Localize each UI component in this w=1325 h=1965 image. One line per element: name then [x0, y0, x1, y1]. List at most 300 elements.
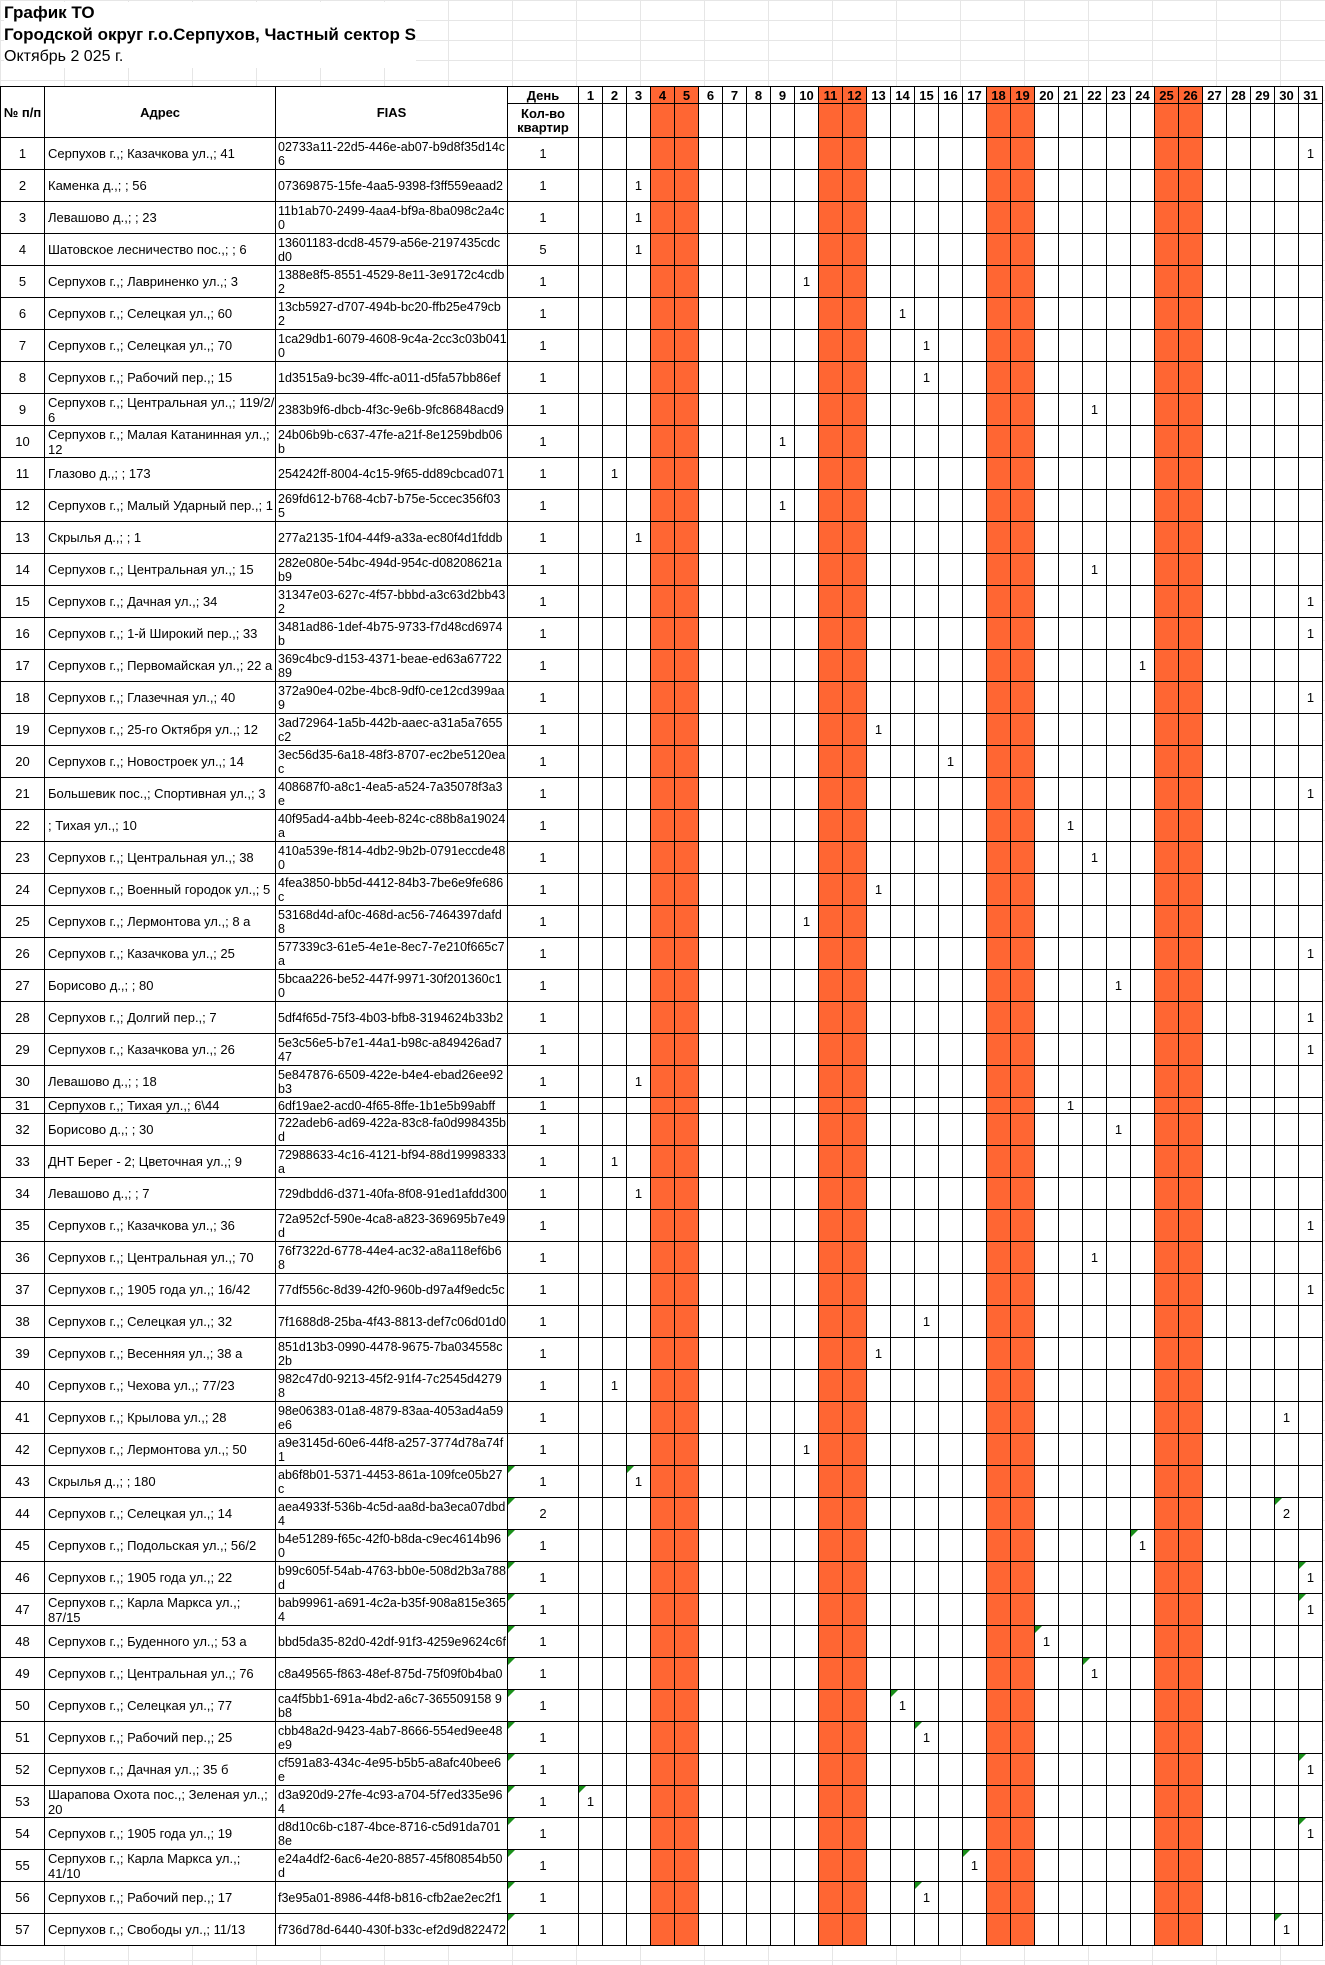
day-cell[interactable]	[1035, 330, 1059, 362]
day-cell[interactable]	[915, 234, 939, 266]
day-cell[interactable]	[867, 266, 891, 298]
day-cell[interactable]	[939, 554, 963, 586]
row-number-cell[interactable]: 47	[1, 1594, 45, 1626]
day-header-19[interactable]: 19	[1011, 87, 1035, 104]
day-cell[interactable]	[1179, 650, 1203, 682]
row-number-cell[interactable]: 16	[1, 618, 45, 650]
day-cell[interactable]	[1155, 1914, 1179, 1946]
day-cell[interactable]	[747, 394, 771, 426]
day-cell[interactable]	[1179, 1034, 1203, 1066]
day-cell[interactable]	[867, 906, 891, 938]
day-cell[interactable]	[939, 362, 963, 394]
day-cell[interactable]	[1131, 970, 1155, 1002]
day-cell[interactable]	[963, 1210, 987, 1242]
day-cell[interactable]	[843, 1098, 867, 1114]
day-cell[interactable]	[1299, 1338, 1323, 1370]
day-cell[interactable]	[699, 1210, 723, 1242]
day-cell[interactable]	[1155, 1530, 1179, 1562]
day-cell[interactable]	[675, 1002, 699, 1034]
fias-cell[interactable]: 282e080e-54bc-494d-954c-d08208621ab9	[276, 554, 508, 586]
day-cell[interactable]	[891, 1098, 915, 1114]
day-cell[interactable]	[699, 1098, 723, 1114]
day-cell[interactable]	[1155, 1034, 1179, 1066]
day-cell[interactable]	[1059, 1562, 1083, 1594]
address-cell[interactable]: Серпухов г.,; Лавриненко ул.,; 3	[45, 266, 276, 298]
day-cell[interactable]	[915, 1098, 939, 1114]
apartment-count-cell[interactable]: 1	[508, 1594, 579, 1626]
apartment-count-cell[interactable]: 1	[508, 586, 579, 618]
day-cell[interactable]	[1059, 522, 1083, 554]
day-cell[interactable]	[771, 874, 795, 906]
day-header-18[interactable]: 18	[987, 87, 1011, 104]
day-cell[interactable]	[1107, 1594, 1131, 1626]
day-cell[interactable]	[843, 1114, 867, 1146]
fias-cell[interactable]: 369c4bc9-d153-4371-beae-ed63a6772289	[276, 650, 508, 682]
day-cell[interactable]	[1299, 1370, 1323, 1402]
day-cell[interactable]	[963, 1306, 987, 1338]
scheduled-day-cell[interactable]: 1	[915, 1722, 939, 1754]
day-cell[interactable]	[1299, 394, 1323, 426]
day-cell[interactable]	[627, 1626, 651, 1658]
address-cell[interactable]: Серпухов г.,; Рабочий пер.,; 15	[45, 362, 276, 394]
day-cell[interactable]	[1275, 1210, 1299, 1242]
fias-cell[interactable]: 5bcaa226-be52-447f-9971-30f201360c10	[276, 970, 508, 1002]
day-cell[interactable]	[747, 1594, 771, 1626]
day-cell[interactable]	[1131, 202, 1155, 234]
day-cell[interactable]	[915, 202, 939, 234]
day-cell[interactable]	[1203, 938, 1227, 970]
apartment-count-cell[interactable]: 1	[508, 138, 579, 170]
day-cell[interactable]	[1203, 1498, 1227, 1530]
day-cell[interactable]	[795, 234, 819, 266]
scheduled-day-cell[interactable]: 1	[1083, 1242, 1107, 1274]
day-cell[interactable]	[651, 1146, 675, 1178]
day-cell[interactable]	[747, 714, 771, 746]
day-cell[interactable]	[1275, 202, 1299, 234]
day-cell[interactable]	[1035, 1274, 1059, 1306]
day-cell[interactable]	[1083, 586, 1107, 618]
address-cell[interactable]: Серпухов г.,; Крылова ул.,; 28	[45, 1402, 276, 1434]
day-cell[interactable]	[603, 298, 627, 330]
day-cell[interactable]	[1275, 1626, 1299, 1658]
day-cell[interactable]	[867, 426, 891, 458]
fias-cell[interactable]: 577339c3-61e5-4e1e-8ec7-7e210f665c7a	[276, 938, 508, 970]
day-cell[interactable]	[843, 1850, 867, 1882]
scheduled-day-cell[interactable]: 1	[1299, 1594, 1323, 1626]
day-cell[interactable]	[867, 1370, 891, 1402]
scheduled-day-cell[interactable]: 1	[891, 298, 915, 330]
day-cell[interactable]	[675, 1626, 699, 1658]
row-number-cell[interactable]: 25	[1, 906, 45, 938]
day-cell[interactable]	[699, 1626, 723, 1658]
row-number-cell[interactable]: 6	[1, 298, 45, 330]
day-cell[interactable]	[915, 1466, 939, 1498]
day-cell[interactable]	[1251, 1754, 1275, 1786]
day-cell[interactable]	[795, 1242, 819, 1274]
day-cell[interactable]	[1203, 1002, 1227, 1034]
day-cell[interactable]	[1107, 426, 1131, 458]
day-cell[interactable]	[1203, 1434, 1227, 1466]
day-cell[interactable]	[795, 394, 819, 426]
day-cell[interactable]	[1155, 778, 1179, 810]
day-cell[interactable]	[627, 1530, 651, 1562]
day-cell[interactable]	[1179, 1722, 1203, 1754]
row-number-cell[interactable]: 23	[1, 842, 45, 874]
day-cell[interactable]	[699, 586, 723, 618]
address-cell[interactable]: Шарапова Охота пос.,; Зеленая ул.,; 20	[45, 1786, 276, 1818]
day-cell[interactable]	[1155, 906, 1179, 938]
day-cell[interactable]	[1059, 138, 1083, 170]
day-cell[interactable]	[1275, 1274, 1299, 1306]
day-cell[interactable]	[1059, 394, 1083, 426]
row-number-cell[interactable]: 49	[1, 1658, 45, 1690]
day-cell[interactable]	[1011, 1066, 1035, 1098]
day-cell[interactable]	[1227, 842, 1251, 874]
day-cell[interactable]	[963, 1002, 987, 1034]
fias-cell[interactable]: aea4933f-536b-4c5d-aa8d-ba3eca07dbd4	[276, 1498, 508, 1530]
day-cell[interactable]	[1275, 138, 1299, 170]
scheduled-day-cell[interactable]: 1	[1059, 810, 1083, 842]
day-cell[interactable]	[843, 682, 867, 714]
fias-cell[interactable]: a9e3145d-60e6-44f8-a257-3774d78a74f1	[276, 1434, 508, 1466]
row-number-cell[interactable]: 30	[1, 1066, 45, 1098]
day-cell[interactable]	[819, 202, 843, 234]
day-cell[interactable]	[651, 1626, 675, 1658]
day-cell[interactable]	[723, 1690, 747, 1722]
day-cell[interactable]	[675, 1434, 699, 1466]
day-subheader-cell[interactable]	[891, 104, 915, 138]
day-cell[interactable]	[675, 266, 699, 298]
day-cell[interactable]	[699, 1306, 723, 1338]
day-cell[interactable]	[939, 650, 963, 682]
day-cell[interactable]	[987, 1178, 1011, 1210]
row-number-cell[interactable]: 54	[1, 1818, 45, 1850]
day-cell[interactable]	[867, 1034, 891, 1066]
day-cell[interactable]	[843, 362, 867, 394]
day-cell[interactable]	[987, 1498, 1011, 1530]
day-cell[interactable]	[603, 938, 627, 970]
day-cell[interactable]	[1011, 1594, 1035, 1626]
day-cell[interactable]	[723, 1562, 747, 1594]
day-cell[interactable]	[1011, 842, 1035, 874]
day-cell[interactable]	[747, 266, 771, 298]
day-cell[interactable]	[1083, 1882, 1107, 1914]
day-cell[interactable]	[891, 234, 915, 266]
day-cell[interactable]	[1251, 1914, 1275, 1946]
day-cell[interactable]	[699, 1434, 723, 1466]
day-cell[interactable]	[771, 458, 795, 490]
day-cell[interactable]	[699, 1882, 723, 1914]
day-cell[interactable]	[1011, 1370, 1035, 1402]
day-cell[interactable]	[915, 1562, 939, 1594]
day-cell[interactable]	[1275, 1754, 1299, 1786]
day-cell[interactable]	[1083, 1066, 1107, 1098]
day-cell[interactable]	[1011, 778, 1035, 810]
row-number-cell[interactable]: 12	[1, 490, 45, 522]
day-cell[interactable]	[1179, 490, 1203, 522]
day-cell[interactable]	[747, 1338, 771, 1370]
day-header-4[interactable]: 4	[651, 87, 675, 104]
day-cell[interactable]	[867, 458, 891, 490]
day-cell[interactable]	[675, 234, 699, 266]
apartment-count-cell[interactable]: 1	[508, 458, 579, 490]
address-cell[interactable]: Борисово д.,; ; 80	[45, 970, 276, 1002]
day-cell[interactable]	[627, 714, 651, 746]
day-cell[interactable]	[819, 1626, 843, 1658]
apartment-count-cell[interactable]: 1	[508, 1274, 579, 1306]
day-cell[interactable]	[723, 1914, 747, 1946]
day-cell[interactable]	[1275, 1338, 1299, 1370]
day-cell[interactable]	[1251, 618, 1275, 650]
day-cell[interactable]	[627, 1146, 651, 1178]
day-cell[interactable]	[1299, 1098, 1323, 1114]
day-cell[interactable]	[1155, 426, 1179, 458]
day-cell[interactable]	[1083, 682, 1107, 714]
day-cell[interactable]	[603, 1818, 627, 1850]
day-cell[interactable]	[819, 1914, 843, 1946]
day-cell[interactable]	[651, 1066, 675, 1098]
day-cell[interactable]	[1251, 1434, 1275, 1466]
day-cell[interactable]	[987, 330, 1011, 362]
day-cell[interactable]	[1131, 1066, 1155, 1098]
day-cell[interactable]	[963, 458, 987, 490]
day-cell[interactable]	[963, 1370, 987, 1402]
row-number-cell[interactable]: 43	[1, 1466, 45, 1498]
day-cell[interactable]	[1227, 202, 1251, 234]
day-cell[interactable]	[939, 970, 963, 1002]
day-cell[interactable]	[1059, 778, 1083, 810]
day-cell[interactable]	[1203, 906, 1227, 938]
day-cell[interactable]	[603, 1626, 627, 1658]
day-cell[interactable]	[1035, 1034, 1059, 1066]
day-cell[interactable]	[699, 330, 723, 362]
day-header-21[interactable]: 21	[1059, 87, 1083, 104]
day-cell[interactable]	[795, 1402, 819, 1434]
day-cell[interactable]	[1107, 1466, 1131, 1498]
day-cell[interactable]	[843, 1434, 867, 1466]
day-cell[interactable]	[771, 1530, 795, 1562]
day-cell[interactable]	[1059, 170, 1083, 202]
day-cell[interactable]	[675, 970, 699, 1002]
address-cell[interactable]: Серпухов г.,; Весенняя ул.,; 38 а	[45, 1338, 276, 1370]
day-cell[interactable]	[819, 1274, 843, 1306]
day-cell[interactable]	[1179, 1402, 1203, 1434]
day-cell[interactable]	[939, 234, 963, 266]
day-cell[interactable]	[795, 1594, 819, 1626]
day-cell[interactable]	[771, 1210, 795, 1242]
day-cell[interactable]	[1035, 1466, 1059, 1498]
day-cell[interactable]	[987, 394, 1011, 426]
day-cell[interactable]	[1011, 746, 1035, 778]
fias-cell[interactable]: 722adeb6-ad69-422a-83c8-fa0d998435bd	[276, 1114, 508, 1146]
day-cell[interactable]	[1107, 234, 1131, 266]
day-cell[interactable]	[987, 1066, 1011, 1098]
scheduled-day-cell[interactable]: 1	[1299, 618, 1323, 650]
day-cell[interactable]	[747, 938, 771, 970]
day-cell[interactable]	[1083, 234, 1107, 266]
day-cell[interactable]	[1131, 1466, 1155, 1498]
day-cell[interactable]	[1155, 1434, 1179, 1466]
day-cell[interactable]	[723, 1114, 747, 1146]
address-cell[interactable]: Серпухов г.,; Центральная ул.,; 76	[45, 1658, 276, 1690]
address-cell[interactable]: Глазово д.,; ; 173	[45, 458, 276, 490]
day-cell[interactable]	[795, 138, 819, 170]
day-cell[interactable]	[891, 682, 915, 714]
day-cell[interactable]	[675, 1658, 699, 1690]
apartment-count-cell[interactable]: 1	[508, 1658, 579, 1690]
day-cell[interactable]	[771, 1034, 795, 1066]
day-cell[interactable]	[579, 650, 603, 682]
day-cell[interactable]	[1107, 330, 1131, 362]
day-cell[interactable]	[1275, 970, 1299, 1002]
day-cell[interactable]	[891, 362, 915, 394]
day-cell[interactable]	[939, 1098, 963, 1114]
row-number-cell[interactable]: 3	[1, 202, 45, 234]
day-cell[interactable]	[1203, 1754, 1227, 1786]
day-cell[interactable]	[771, 1722, 795, 1754]
day-cell[interactable]	[603, 138, 627, 170]
day-cell[interactable]	[651, 1370, 675, 1402]
day-cell[interactable]	[819, 1530, 843, 1562]
scheduled-day-cell[interactable]: 1	[627, 202, 651, 234]
day-cell[interactable]	[891, 426, 915, 458]
day-cell[interactable]	[1227, 938, 1251, 970]
day-cell[interactable]	[891, 970, 915, 1002]
day-cell[interactable]	[963, 1146, 987, 1178]
day-subheader-cell[interactable]	[1035, 104, 1059, 138]
day-cell[interactable]	[987, 1914, 1011, 1946]
day-cell[interactable]	[675, 1818, 699, 1850]
day-cell[interactable]	[819, 522, 843, 554]
day-cell[interactable]	[795, 1498, 819, 1530]
day-header-8[interactable]: 8	[747, 87, 771, 104]
day-cell[interactable]	[603, 970, 627, 1002]
day-cell[interactable]	[867, 330, 891, 362]
day-header-25[interactable]: 25	[1155, 87, 1179, 104]
day-cell[interactable]	[1011, 970, 1035, 1002]
fias-cell[interactable]: 02733a11-22d5-446e-ab07-b9d8f35d14c6	[276, 138, 508, 170]
scheduled-day-cell[interactable]: 1	[627, 1466, 651, 1498]
fias-cell[interactable]: cbb48a2d-9423-4ab7-8666-554ed9ee48e9	[276, 1722, 508, 1754]
day-cell[interactable]	[627, 1002, 651, 1034]
fias-cell[interactable]: 40f95ad4-a4bb-4eeb-824c-c88b8a19024a	[276, 810, 508, 842]
day-cell[interactable]	[963, 906, 987, 938]
day-cell[interactable]	[699, 362, 723, 394]
apartment-count-cell[interactable]: 1	[508, 1034, 579, 1066]
day-cell[interactable]	[699, 458, 723, 490]
day-cell[interactable]	[795, 938, 819, 970]
day-cell[interactable]	[1251, 746, 1275, 778]
day-cell[interactable]	[699, 266, 723, 298]
day-cell[interactable]	[1011, 1210, 1035, 1242]
apartment-count-cell[interactable]: 1	[508, 1850, 579, 1882]
day-cell[interactable]	[699, 714, 723, 746]
day-cell[interactable]	[1059, 938, 1083, 970]
day-cell[interactable]	[795, 1850, 819, 1882]
day-cell[interactable]	[819, 1498, 843, 1530]
day-cell[interactable]	[891, 1754, 915, 1786]
day-cell[interactable]	[747, 1146, 771, 1178]
day-cell[interactable]	[771, 330, 795, 362]
day-cell[interactable]	[939, 586, 963, 618]
day-cell[interactable]	[1275, 906, 1299, 938]
day-cell[interactable]	[1251, 810, 1275, 842]
day-header-9[interactable]: 9	[771, 87, 795, 104]
day-cell[interactable]	[843, 1370, 867, 1402]
day-cell[interactable]	[579, 266, 603, 298]
day-cell[interactable]	[843, 586, 867, 618]
day-cell[interactable]	[1227, 810, 1251, 842]
day-cell[interactable]	[1083, 330, 1107, 362]
day-cell[interactable]	[987, 618, 1011, 650]
address-cell[interactable]: Серпухов г.,; 1905 года ул.,; 16/42	[45, 1274, 276, 1306]
day-cell[interactable]	[987, 266, 1011, 298]
day-cell[interactable]	[651, 1498, 675, 1530]
day-cell[interactable]	[867, 618, 891, 650]
day-cell[interactable]	[1011, 1658, 1035, 1690]
day-cell[interactable]	[699, 298, 723, 330]
apartment-count-cell[interactable]: 1	[508, 1818, 579, 1850]
day-cell[interactable]	[1275, 330, 1299, 362]
day-cell[interactable]	[723, 1066, 747, 1098]
day-cell[interactable]	[963, 298, 987, 330]
day-cell[interactable]	[1083, 746, 1107, 778]
day-cell[interactable]	[1035, 1658, 1059, 1690]
address-cell[interactable]: Каменка д.,; ; 56	[45, 170, 276, 202]
row-number-cell[interactable]: 8	[1, 362, 45, 394]
day-cell[interactable]	[627, 874, 651, 906]
day-cell[interactable]	[651, 938, 675, 970]
day-cell[interactable]	[579, 1498, 603, 1530]
row-number-cell[interactable]: 48	[1, 1626, 45, 1658]
day-cell[interactable]	[987, 1370, 1011, 1402]
scheduled-day-cell[interactable]: 2	[1275, 1498, 1299, 1530]
day-cell[interactable]	[579, 714, 603, 746]
apartment-count-cell[interactable]: 1	[508, 490, 579, 522]
day-cell[interactable]	[867, 1754, 891, 1786]
scheduled-day-cell[interactable]: 1	[1299, 1274, 1323, 1306]
day-cell[interactable]	[843, 906, 867, 938]
day-cell[interactable]	[627, 1594, 651, 1626]
day-cell[interactable]	[675, 1562, 699, 1594]
day-cell[interactable]	[1227, 874, 1251, 906]
day-cell[interactable]	[1035, 1434, 1059, 1466]
day-cell[interactable]	[867, 1722, 891, 1754]
day-cell[interactable]	[771, 1914, 795, 1946]
day-cell[interactable]	[987, 650, 1011, 682]
address-cell[interactable]: Серпухов г.,; 25-го Октября ул.,; 12	[45, 714, 276, 746]
day-cell[interactable]	[1107, 1882, 1131, 1914]
day-cell[interactable]	[1107, 1002, 1131, 1034]
day-cell[interactable]	[723, 1594, 747, 1626]
day-cell[interactable]	[627, 458, 651, 490]
apartment-count-cell[interactable]: 1	[508, 1370, 579, 1402]
day-cell[interactable]	[747, 970, 771, 1002]
fias-cell[interactable]: 982c47d0-9213-45f2-91f4-7c2545d42798	[276, 1370, 508, 1402]
day-cell[interactable]	[579, 1466, 603, 1498]
day-cell[interactable]	[1275, 682, 1299, 714]
day-cell[interactable]	[651, 170, 675, 202]
fias-cell[interactable]: d8d10c6b-c187-4bce-8716-c5d91da7018e	[276, 1818, 508, 1850]
scheduled-day-cell[interactable]: 1	[1107, 1114, 1131, 1146]
day-cell[interactable]	[915, 458, 939, 490]
day-cell[interactable]	[771, 522, 795, 554]
row-number-cell[interactable]: 38	[1, 1306, 45, 1338]
day-cell[interactable]	[1131, 1034, 1155, 1066]
day-cell[interactable]	[579, 682, 603, 714]
day-subheader-cell[interactable]	[1299, 104, 1323, 138]
day-cell[interactable]	[723, 746, 747, 778]
